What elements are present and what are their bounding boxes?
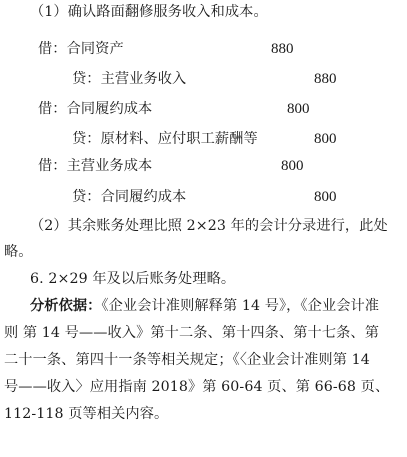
entry-2-credit-amount: 800 xyxy=(314,131,337,147)
entry-2-debit-amount: 800 xyxy=(287,101,310,117)
analysis-line-1-text: 《企业会计准则解释第 14 号》，《企业会计准 xyxy=(101,298,380,314)
section-2-line-1: （2）其余账务处理比照 2×23 年的会计分录进行，此处 xyxy=(30,218,388,234)
analysis-label: 分析依据： xyxy=(30,298,102,314)
entry-1-debit-amount: 880 xyxy=(271,41,294,57)
entry-1-credit-amount: 880 xyxy=(314,71,337,87)
section-6-text: 6. 2×29 年及以后账务处理略。 xyxy=(30,271,236,287)
entry-2-credit-account: 贷：原材料、应付职工薪酬等 xyxy=(72,131,258,147)
entry-2-debit-account: 借：合同履约成本 xyxy=(38,101,153,117)
analysis-line-5: 112-118 页等相关内容。 xyxy=(4,406,169,422)
analysis-line-3: 二十一条、第四十一条等相关规定；《〈企业会计准则第 14 xyxy=(4,352,370,368)
entry-3-credit-amount: 800 xyxy=(314,189,337,205)
entry-3-debit-amount: 800 xyxy=(281,158,304,174)
analysis-line-4: 号——收入〉应用指南 2018》第 60-64 页、第 66-68 页、 xyxy=(4,379,390,395)
entry-3-debit-account: 借：主营业务成本 xyxy=(38,158,153,174)
analysis-line-1 xyxy=(30,297,379,315)
entry-3-credit-account: 贷：合同履约成本 xyxy=(72,189,187,205)
entry-1-credit-account: 贷：主营业务收入 xyxy=(72,71,187,87)
entry-1-debit-account: 借：合同资产 xyxy=(38,41,124,57)
section-1-heading: （1）确认路面翻修服务收入和成本。 xyxy=(30,4,268,20)
section-2-line-2: 略。 xyxy=(4,244,33,260)
analysis-line-2: 则 第 14 号——收入》第十二条、第十四条、第十七条、第 xyxy=(4,325,379,341)
